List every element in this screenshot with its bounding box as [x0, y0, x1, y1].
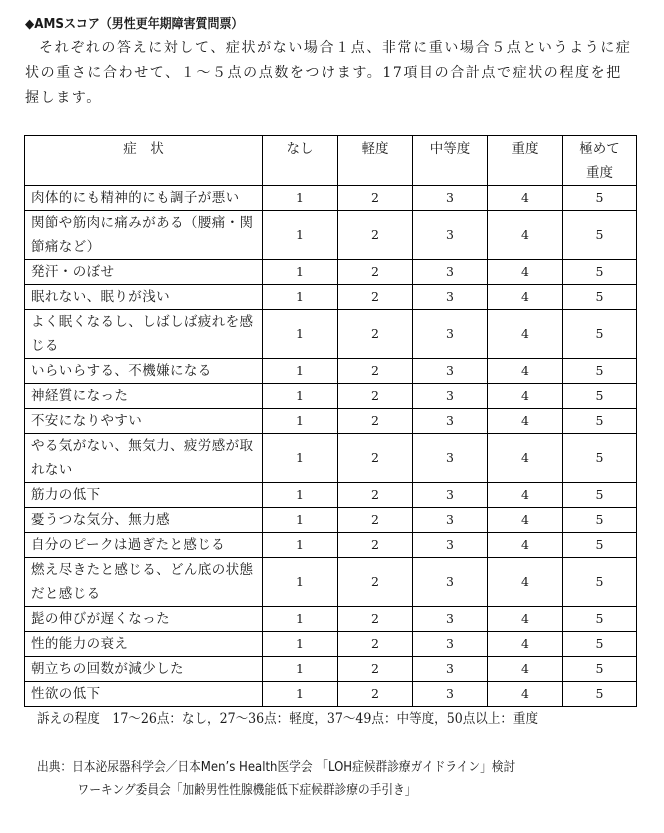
- intro-paragraph: [25, 36, 645, 111]
- score-cell: 4: [488, 607, 563, 632]
- score-cell: 4: [488, 657, 563, 682]
- score-cell: 3: [413, 186, 488, 211]
- symptom-cell: いらいらする、不機嫌になる: [25, 359, 263, 384]
- symptom-cell: 眠れない、眠りが浅い: [25, 285, 263, 310]
- score-cell: 5: [563, 186, 637, 211]
- score-cell: 3: [413, 558, 488, 607]
- score-cell: 2: [338, 682, 413, 707]
- symptom-cell: よく眠くなるし、しばしば疲れを感じる: [25, 310, 263, 359]
- score-cell: 5: [563, 211, 637, 260]
- symptom-cell: 燃え尽きたと感じる、どん底の状態だと感じる: [25, 558, 263, 607]
- score-cell: 2: [338, 558, 413, 607]
- table-row: [25, 483, 637, 508]
- score-cell: 3: [413, 285, 488, 310]
- table-row: [25, 310, 637, 359]
- score-cell: 2: [338, 483, 413, 508]
- intro-line: それぞれの答えに対して、症状がない場合１点、非常に重い場合５点というように症: [39, 40, 632, 56]
- score-cell: 3: [413, 607, 488, 632]
- score-cell: 2: [338, 508, 413, 533]
- severity-scale-note: 訴えの程度 17～26点：なし，27～36点：軽度，37～49点：中等度，50点以上：重度: [37, 711, 539, 727]
- symptom-cell: 朝立ちの回数が減少した: [25, 657, 263, 682]
- score-cell: 3: [413, 211, 488, 260]
- score-cell: 3: [413, 409, 488, 434]
- score-cell: 4: [488, 186, 563, 211]
- score-cell: 5: [563, 682, 637, 707]
- score-cell: 1: [263, 211, 338, 260]
- source-line-1: 出典：日本泌尿器科学会／日本Men’s Health医学会 「LOH症候群診療ガイドライン」検討: [37, 760, 516, 775]
- score-cell: 1: [263, 359, 338, 384]
- score-cell: 1: [263, 260, 338, 285]
- table-row: [25, 359, 637, 384]
- score-cell: 2: [338, 632, 413, 657]
- score-cell: 4: [488, 285, 563, 310]
- score-cell: 2: [338, 384, 413, 409]
- table-row: [25, 211, 637, 260]
- score-cell: 5: [563, 558, 637, 607]
- header-symptom: 症 状: [25, 136, 263, 186]
- header-severe: 重度: [488, 136, 563, 186]
- score-cell: 1: [263, 657, 338, 682]
- header-very-severe: [563, 136, 637, 186]
- score-cell: 3: [413, 483, 488, 508]
- score-cell: 5: [563, 260, 637, 285]
- table-body: [25, 186, 637, 707]
- score-cell: 1: [263, 384, 338, 409]
- score-cell: 5: [563, 359, 637, 384]
- table-row: [25, 384, 637, 409]
- symptom-cell: 関節や筋肉に痛みがある（腰痛・関節痛など）: [25, 211, 263, 260]
- score-cell: 3: [413, 384, 488, 409]
- score-cell: 2: [338, 409, 413, 434]
- score-cell: 1: [263, 409, 338, 434]
- score-cell: 4: [488, 359, 563, 384]
- score-cell: 4: [488, 682, 563, 707]
- intro-line: 状の重さに合わせて、１～５点の点数をつけます。17項目の合計点で症状の程度を把: [25, 65, 622, 81]
- score-cell: 3: [413, 632, 488, 657]
- document-title: ◆AMSスコア（男性更年期障害質問票）: [25, 17, 244, 32]
- score-cell: 4: [488, 409, 563, 434]
- symptom-cell: 憂うつな気分、無力感: [25, 508, 263, 533]
- score-cell: 3: [413, 657, 488, 682]
- symptom-cell: 神経質になった: [25, 384, 263, 409]
- symptom-cell: 髭の伸びが遅くなった: [25, 607, 263, 632]
- score-cell: 3: [413, 260, 488, 285]
- table-row: [25, 607, 637, 632]
- table-header-row: [25, 136, 637, 186]
- score-cell: 5: [563, 310, 637, 359]
- score-cell: 1: [263, 434, 338, 483]
- table-row: [25, 186, 637, 211]
- score-cell: 1: [263, 607, 338, 632]
- score-cell: 2: [338, 186, 413, 211]
- score-cell: 2: [338, 260, 413, 285]
- symptom-cell: 性欲の低下: [25, 682, 263, 707]
- symptom-cell: 筋力の低下: [25, 483, 263, 508]
- score-cell: 5: [563, 632, 637, 657]
- symptom-cell: 不安になりやすい: [25, 409, 263, 434]
- table-row: [25, 558, 637, 607]
- score-cell: 2: [338, 359, 413, 384]
- score-cell: 3: [413, 508, 488, 533]
- source-citation: [37, 756, 568, 802]
- source-line-2: ワーキング委員会「加齢男性性腺機能低下症候群診療の手引き」: [77, 783, 417, 798]
- score-cell: 4: [488, 434, 563, 483]
- score-cell: 2: [338, 211, 413, 260]
- table-row: [25, 533, 637, 558]
- score-cell: 2: [338, 657, 413, 682]
- score-cell: 1: [263, 285, 338, 310]
- score-cell: 4: [488, 632, 563, 657]
- score-cell: 3: [413, 682, 488, 707]
- header-none: なし: [263, 136, 338, 186]
- score-cell: 4: [488, 260, 563, 285]
- score-cell: 5: [563, 285, 637, 310]
- header-mild: 軽度: [338, 136, 413, 186]
- symptom-cell: 肉体的にも精神的にも調子が悪い: [25, 186, 263, 211]
- score-cell: 5: [563, 409, 637, 434]
- score-cell: 4: [488, 508, 563, 533]
- score-cell: 4: [488, 310, 563, 359]
- score-cell: 3: [413, 434, 488, 483]
- score-cell: 1: [263, 508, 338, 533]
- score-cell: 2: [338, 533, 413, 558]
- score-cell: 4: [488, 384, 563, 409]
- score-cell: 2: [338, 310, 413, 359]
- score-cell: 5: [563, 657, 637, 682]
- intro-line: 握します。: [25, 90, 102, 106]
- symptom-cell: やる気がない、無気力、疲労感が取れない: [25, 434, 263, 483]
- table-row: [25, 508, 637, 533]
- table-row: [25, 285, 637, 310]
- score-cell: 1: [263, 558, 338, 607]
- score-cell: 3: [413, 310, 488, 359]
- header-very-severe-line2: 重度: [586, 165, 613, 181]
- table-row: [25, 434, 637, 483]
- score-cell: 3: [413, 533, 488, 558]
- table-row: [25, 657, 637, 682]
- score-cell: 4: [488, 558, 563, 607]
- symptom-cell: 自分のピークは過ぎたと感じる: [25, 533, 263, 558]
- ams-score-table: [24, 135, 637, 707]
- table-row: [25, 682, 637, 707]
- score-cell: 1: [263, 682, 338, 707]
- score-cell: 5: [563, 607, 637, 632]
- score-cell: 1: [263, 186, 338, 211]
- score-cell: 5: [563, 434, 637, 483]
- score-cell: 5: [563, 483, 637, 508]
- score-cell: 1: [263, 632, 338, 657]
- header-very-severe-line1: 極めて: [579, 141, 620, 157]
- score-cell: 4: [488, 211, 563, 260]
- score-cell: 2: [338, 285, 413, 310]
- score-cell: 2: [338, 607, 413, 632]
- score-cell: 3: [413, 359, 488, 384]
- table-row: [25, 409, 637, 434]
- score-cell: 5: [563, 508, 637, 533]
- header-moderate: 中等度: [413, 136, 488, 186]
- score-cell: 1: [263, 483, 338, 508]
- score-cell: 4: [488, 533, 563, 558]
- score-cell: 4: [488, 483, 563, 508]
- symptom-cell: 発汗・のぼせ: [25, 260, 263, 285]
- table-row: [25, 260, 637, 285]
- score-cell: 1: [263, 533, 338, 558]
- symptom-cell: 性的能力の衰え: [25, 632, 263, 657]
- score-cell: 5: [563, 384, 637, 409]
- table-row: [25, 632, 637, 657]
- score-cell: 1: [263, 310, 338, 359]
- score-cell: 5: [563, 533, 637, 558]
- score-cell: 2: [338, 434, 413, 483]
